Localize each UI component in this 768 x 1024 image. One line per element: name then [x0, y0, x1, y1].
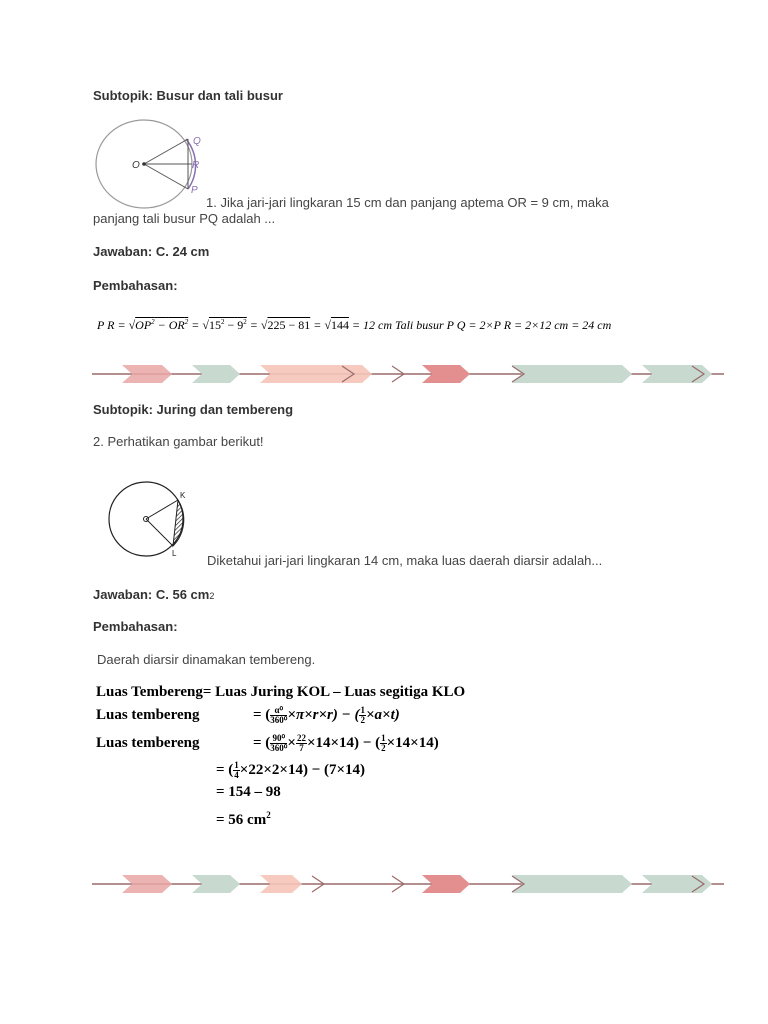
- arrow-divider-2: [92, 872, 724, 896]
- label-p: P: [191, 185, 198, 196]
- question-1-line-2: panjang tali busur PQ adalah ...: [93, 211, 276, 226]
- label-r: R: [192, 160, 200, 171]
- given-2: Diketahui jari-jari lingkaran 14 cm, maka luas daerah diarsir adalah...: [207, 553, 603, 568]
- calc-line-6: = 56 $cm^2$: [216, 810, 271, 828]
- chord-circle-diagram: [92, 119, 212, 211]
- subtopic-heading-1: Subtopik: Busur dan tali busur: [93, 88, 283, 103]
- answer-2: Jawaban: C. 56 cm2: [93, 587, 215, 602]
- label-l: L: [172, 549, 177, 558]
- label-o: O: [132, 160, 140, 171]
- calc-line-5: = 154 – 98: [216, 784, 281, 800]
- discussion-label-2: Pembahasan:: [93, 619, 178, 634]
- calc-line-1: Luas Tembereng= Luas Juring KOL – Luas segitiga KLO: [96, 684, 466, 700]
- discussion-label-1: Pembahasan:: [93, 278, 178, 293]
- calc-line-3: Luas tembereng = ( $\frac{\text{90⁰}}{\text{360⁰}}$ × $\frac{22}{7}$ ×14×14) − ( $\frac{1}{2}$ ×14×14): [96, 733, 439, 754]
- label-q: Q: [193, 136, 201, 147]
- question-2: 2. Perhatikan gambar berikut!: [93, 434, 264, 449]
- segment-circle-diagram: [106, 480, 196, 562]
- segment-note: Daerah diarsir dinamakan tembereng.: [97, 652, 316, 667]
- question-1-line-1: 1. Jika jari-jari lingkaran 15 cm dan panjang aptema OR = 9 cm, maka: [206, 195, 609, 210]
- answer-1: Jawaban: C. 24 cm: [93, 244, 210, 259]
- subtopic-heading-2: Subtopik: Juring dan tembereng: [93, 402, 294, 417]
- calc-line-4: = ( $\frac{1}{4}$ ×22×2×14) − (7×14): [216, 760, 366, 781]
- calc-line-2: Luas tembereng = ( $\frac{\text{α⁰}}{\text{360⁰}}$ ×π×r×r) − ( $\frac{1}{2}$ ×a×t): [96, 705, 400, 726]
- formula-pr: P $R = √OP^2 - OR^2 = √15^2 - 9^2 = √225 - 81 = √144 = 12$ cm Tali busur P Q = 2×P R = 2×12 cm = 24 cm: [97, 318, 612, 332]
- arrow-divider-1: [92, 362, 724, 386]
- label-k: K: [180, 491, 186, 500]
